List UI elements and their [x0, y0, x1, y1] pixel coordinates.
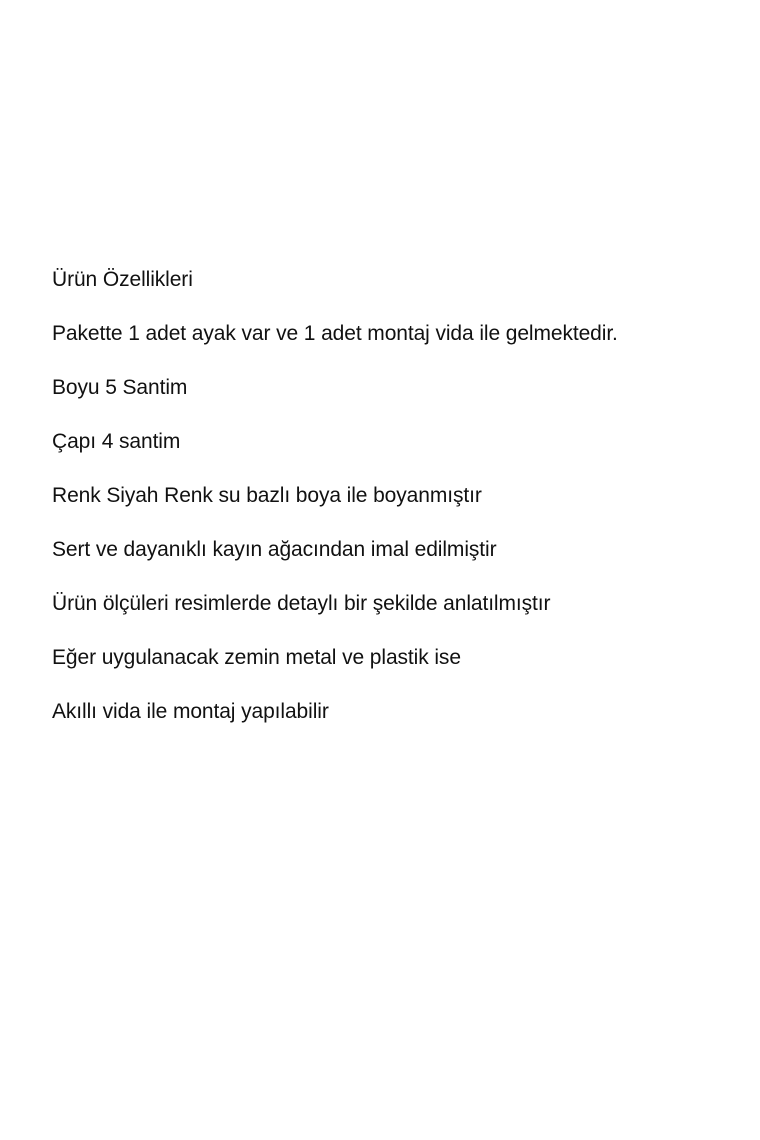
- feature-line-material: Sert ve dayanıklı kayın ağacından imal edilmiştir: [52, 538, 497, 561]
- features-heading: Ürün Özellikleri: [52, 268, 193, 291]
- feature-line-mounting: Akıllı vida ile montaj yapılabilir: [52, 700, 329, 723]
- feature-line-diameter: Çapı 4 santim: [52, 430, 181, 453]
- feature-line-package: Pakette 1 adet ayak var ve 1 adet montaj vida ile gelmektedir.: [52, 322, 618, 345]
- feature-line-surface: Eğer uygulanacak zemin metal ve plastik ise: [52, 646, 461, 669]
- feature-line-height: Boyu 5 Santim: [52, 376, 188, 399]
- feature-line-color: Renk Siyah Renk su bazlı boya ile boyanmıştır: [52, 484, 482, 507]
- product-features-text: [52, 262, 742, 748]
- feature-line-dimensions: Ürün ölçüleri resimlerde detaylı bir şekilde anlatılmıştır: [52, 592, 551, 615]
